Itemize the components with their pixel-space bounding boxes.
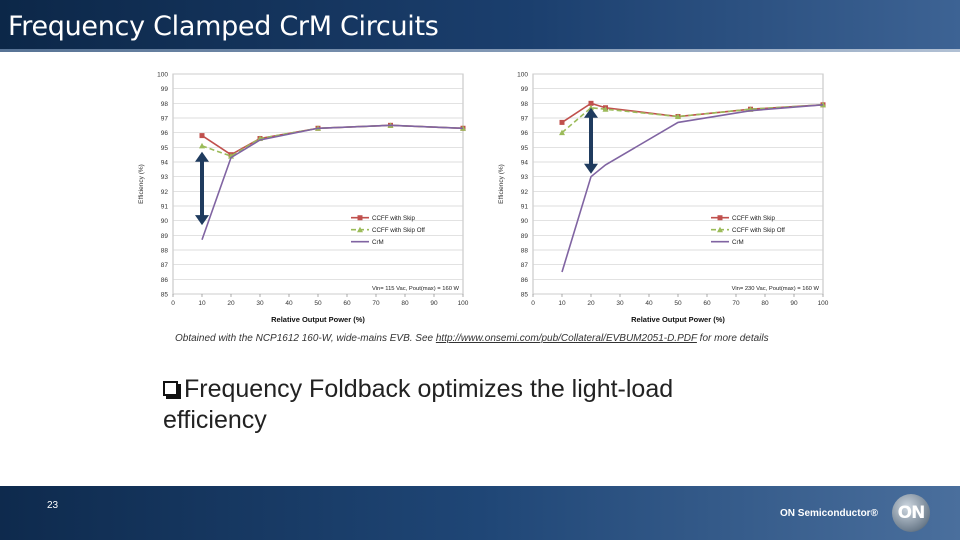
x-tick-label: 0 <box>171 300 175 307</box>
y-tick-label: 93 <box>160 174 168 182</box>
x-tick-label: 60 <box>343 300 351 307</box>
footer-bar <box>0 486 960 540</box>
x-tick-label: 20 <box>587 300 595 307</box>
y-tick-label: 94 <box>160 159 168 167</box>
x-tick-label: 50 <box>674 300 682 307</box>
caption-suffix: for more details <box>696 333 769 344</box>
logo-text: ON <box>897 503 925 523</box>
y-tick-label: 86 <box>160 276 168 284</box>
chart-caption <box>175 333 815 345</box>
chart-svg <box>495 66 829 330</box>
y-axis-label: Efficiency (%) <box>138 164 145 204</box>
chart-note: Vin= 115 Vac, Pout(max) = 160 W <box>372 286 459 292</box>
legend-marker <box>718 215 723 220</box>
y-tick-label: 96 <box>520 130 528 138</box>
y-tick-label: 95 <box>520 144 528 152</box>
x-tick-label: 30 <box>256 300 264 307</box>
x-tick-label: 10 <box>198 300 206 307</box>
y-tick-label: 98 <box>520 100 528 108</box>
y-tick-label: 87 <box>160 262 168 270</box>
x-tick-label: 80 <box>761 300 769 307</box>
y-tick-label: 85 <box>520 291 528 299</box>
data-point <box>200 133 205 138</box>
y-tick-label: 98 <box>160 100 168 108</box>
y-axis-label: Efficiency (%) <box>498 164 505 204</box>
legend-marker <box>358 215 363 220</box>
title-bar <box>0 0 960 52</box>
x-tick-label: 40 <box>285 300 293 307</box>
data-point <box>560 120 565 125</box>
y-tick-label: 94 <box>520 159 528 167</box>
y-tick-label: 91 <box>160 203 168 211</box>
x-tick-label: 100 <box>457 300 469 307</box>
y-tick-label: 100 <box>157 71 168 79</box>
y-tick-label: 88 <box>520 247 528 255</box>
y-tick-label: 89 <box>160 232 168 240</box>
x-tick-label: 50 <box>314 300 322 307</box>
x-tick-label: 40 <box>645 300 653 307</box>
x-tick-label: 100 <box>817 300 829 307</box>
x-tick-label: 10 <box>558 300 566 307</box>
title-divider <box>0 49 960 52</box>
evb-link[interactable]: http://www.onsemi.com/pub/Collateral/EVBUM2051-D.PDF <box>435 333 697 344</box>
x-axis-label: Relative Output Power (%) <box>631 315 725 324</box>
y-tick-label: 91 <box>520 203 528 211</box>
legend-label: CCFF with Skip Off <box>372 227 425 235</box>
y-tick-label: 99 <box>520 86 528 94</box>
legend-label: CrM <box>732 239 744 247</box>
y-tick-label: 85 <box>160 291 168 299</box>
y-tick-label: 86 <box>520 276 528 284</box>
efficiency-chart-115vac <box>135 66 469 330</box>
x-tick-label: 20 <box>227 300 235 307</box>
plot-area <box>173 74 463 294</box>
y-tick-label: 89 <box>520 232 528 240</box>
caption-prefix: Obtained with the NCP1612 160-W, wide-mains EVB. See <box>175 333 436 344</box>
page-title: Frequency Clamped CrM Circuits <box>8 11 439 42</box>
legend-label: CCFF with Skip <box>372 215 415 223</box>
y-tick-label: 97 <box>520 115 528 123</box>
y-tick-label: 93 <box>520 174 528 182</box>
x-axis-label: Relative Output Power (%) <box>271 315 365 324</box>
chart-svg <box>135 66 469 330</box>
bullet-text: Frequency Foldback optimizes the light-load efficiency <box>163 375 674 434</box>
brand-name: ON Semiconductor® <box>780 508 878 519</box>
y-tick-label: 87 <box>520 262 528 270</box>
checkbox-bullet-icon <box>163 381 178 396</box>
y-tick-label: 92 <box>160 188 168 196</box>
x-tick-label: 60 <box>703 300 711 307</box>
x-tick-label: 30 <box>616 300 624 307</box>
efficiency-chart-230vac <box>495 66 829 330</box>
legend-label: CCFF with Skip Off <box>732 227 785 235</box>
y-tick-label: 90 <box>520 218 528 226</box>
y-tick-label: 97 <box>160 115 168 123</box>
legend-label: CrM <box>372 239 384 247</box>
x-tick-label: 70 <box>372 300 380 307</box>
bullet-point <box>163 374 783 436</box>
y-tick-label: 90 <box>160 218 168 226</box>
x-tick-label: 80 <box>401 300 409 307</box>
x-tick-label: 90 <box>790 300 798 307</box>
y-tick-label: 95 <box>160 144 168 152</box>
x-tick-label: 0 <box>531 300 535 307</box>
page-number: 23 <box>47 500 59 511</box>
chart-note: Vin= 230 Vac, Pout(max) = 160 W <box>731 286 819 292</box>
y-tick-label: 96 <box>160 130 168 138</box>
y-tick-label: 92 <box>520 188 528 196</box>
y-tick-label: 88 <box>160 247 168 255</box>
y-tick-label: 99 <box>160 86 168 94</box>
y-tick-label: 100 <box>517 71 528 79</box>
x-tick-label: 90 <box>430 300 438 307</box>
on-semiconductor-logo-icon <box>892 494 930 532</box>
x-tick-label: 70 <box>732 300 740 307</box>
legend-label: CCFF with Skip <box>732 215 775 223</box>
